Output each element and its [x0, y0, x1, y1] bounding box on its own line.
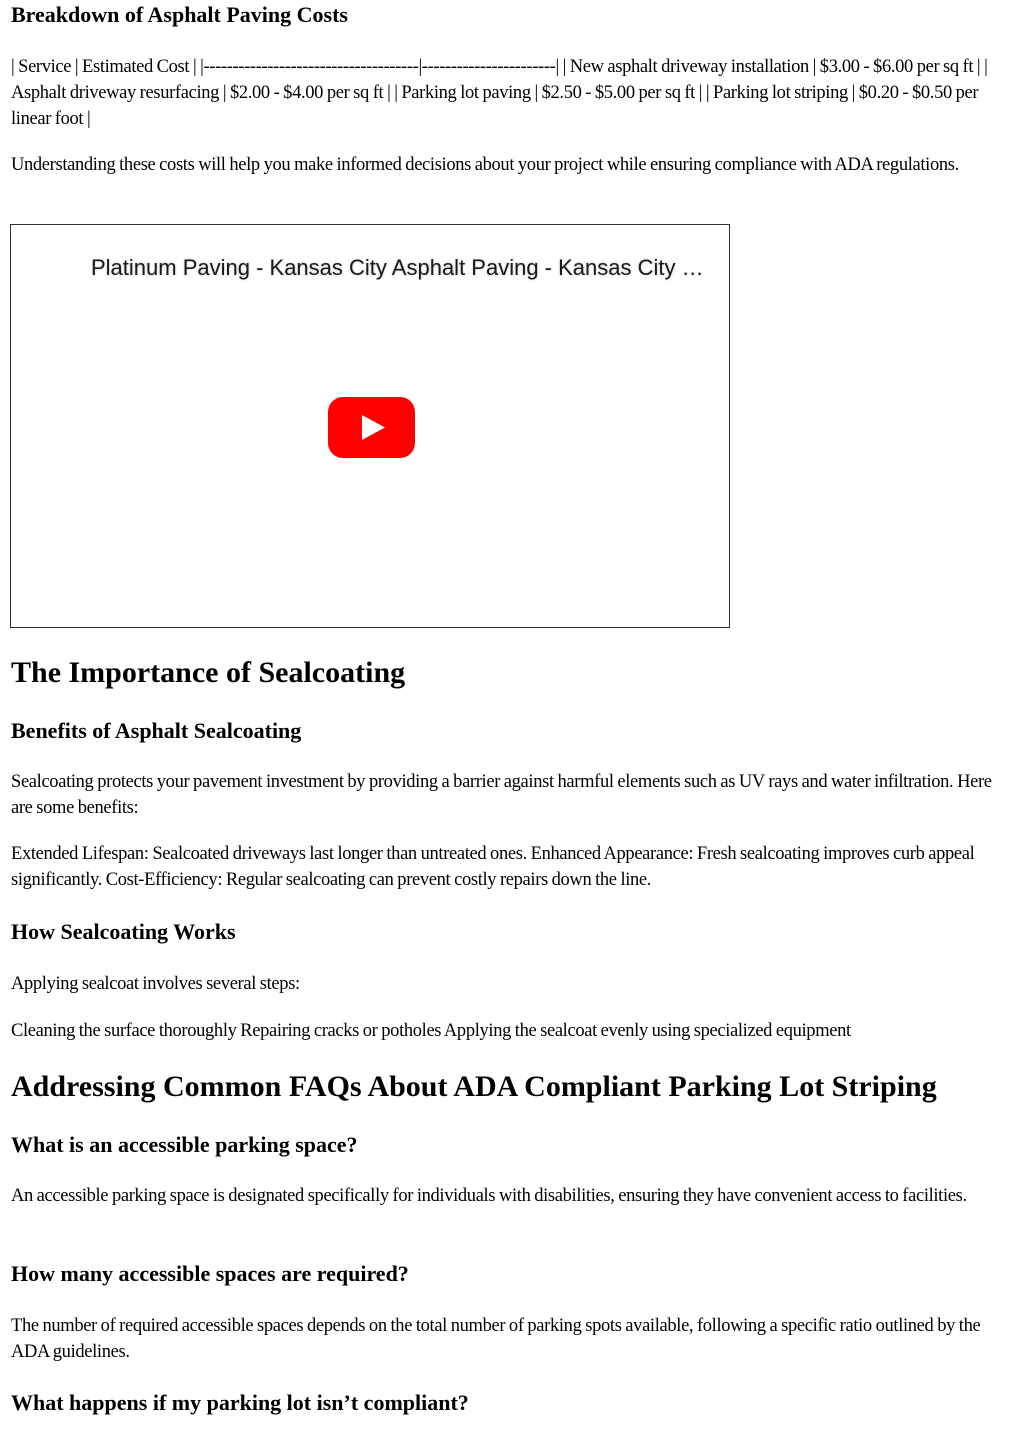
sealcoating-works-intro: Applying sealcoat involves several steps: [11, 974, 300, 994]
video-title[interactable]: Platinum Paving - Kansas City Asphalt Paving - Kansas City … [91, 255, 704, 280]
sealcoating-benefits-intro: Sealcoating protects your pavement investment by providing a barrier against harmful elements such as UV rays and water infiltration. Here are some benefits: [11, 772, 992, 818]
cost-table-text: | Service | Estimated Cost | |-------------------------------------|-----------------------| | New asphalt driveway installation | $3.00 - $6.00 per sq ft | | Asphalt driveway resurfacing | $2.00 - $4.00 per sq ft | | Parking lot paving | $2.50 - $5.00 per sq ft | | Parking lot striping | $0.20 - $0.50 per linear foot | [11, 57, 988, 129]
cost-summary-paragraph: Understanding these costs will help you make informed decisions about your project while ensuring compliance with ADA regulations. [11, 155, 959, 175]
faq-heading: Addressing Common FAQs About ADA Compliant Parking Lot Striping [11, 1070, 937, 1103]
youtube-play-icon [328, 397, 415, 458]
faq-answer-required-spaces: The number of required accessible spaces depends on the total number of parking spots available, following a specific ratio outlined by the ADA guidelines. [11, 1316, 981, 1362]
sealcoating-works-heading: How Sealcoating Works [11, 919, 236, 944]
faq-answer-accessible-space: An accessible parking space is designated specifically for individuals with disabilities, ensuring they have convenient access to facilities. [11, 1186, 967, 1206]
embedded-video-player[interactable] [10, 224, 730, 628]
faq-question-accessible-space: What is an accessible parking space? [11, 1132, 358, 1157]
faq-question-non-compliant: What happens if my parking lot isn’t compliant? [11, 1390, 469, 1415]
sealcoating-heading: The Importance of Sealcoating [11, 656, 406, 689]
sealcoating-benefits-list: Extended Lifespan: Sealcoated driveways last longer than untreated ones. Enhanced Appearance: Fresh sealcoating improves curb appeal significantly. Cost-Efficiency: Regular sealcoating can prevent costly repairs down the line. [11, 844, 975, 890]
sealcoating-works-steps: Cleaning the surface thoroughly Repairing cracks or potholes Applying the sealcoat evenly using specialized equipment [11, 1021, 851, 1041]
sealcoating-benefits-heading: Benefits of Asphalt Sealcoating [11, 718, 302, 743]
play-button[interactable] [328, 397, 415, 458]
faq-question-required-spaces: How many accessible spaces are required? [11, 1261, 409, 1286]
cost-breakdown-heading: Breakdown of Asphalt Paving Costs [11, 2, 348, 27]
